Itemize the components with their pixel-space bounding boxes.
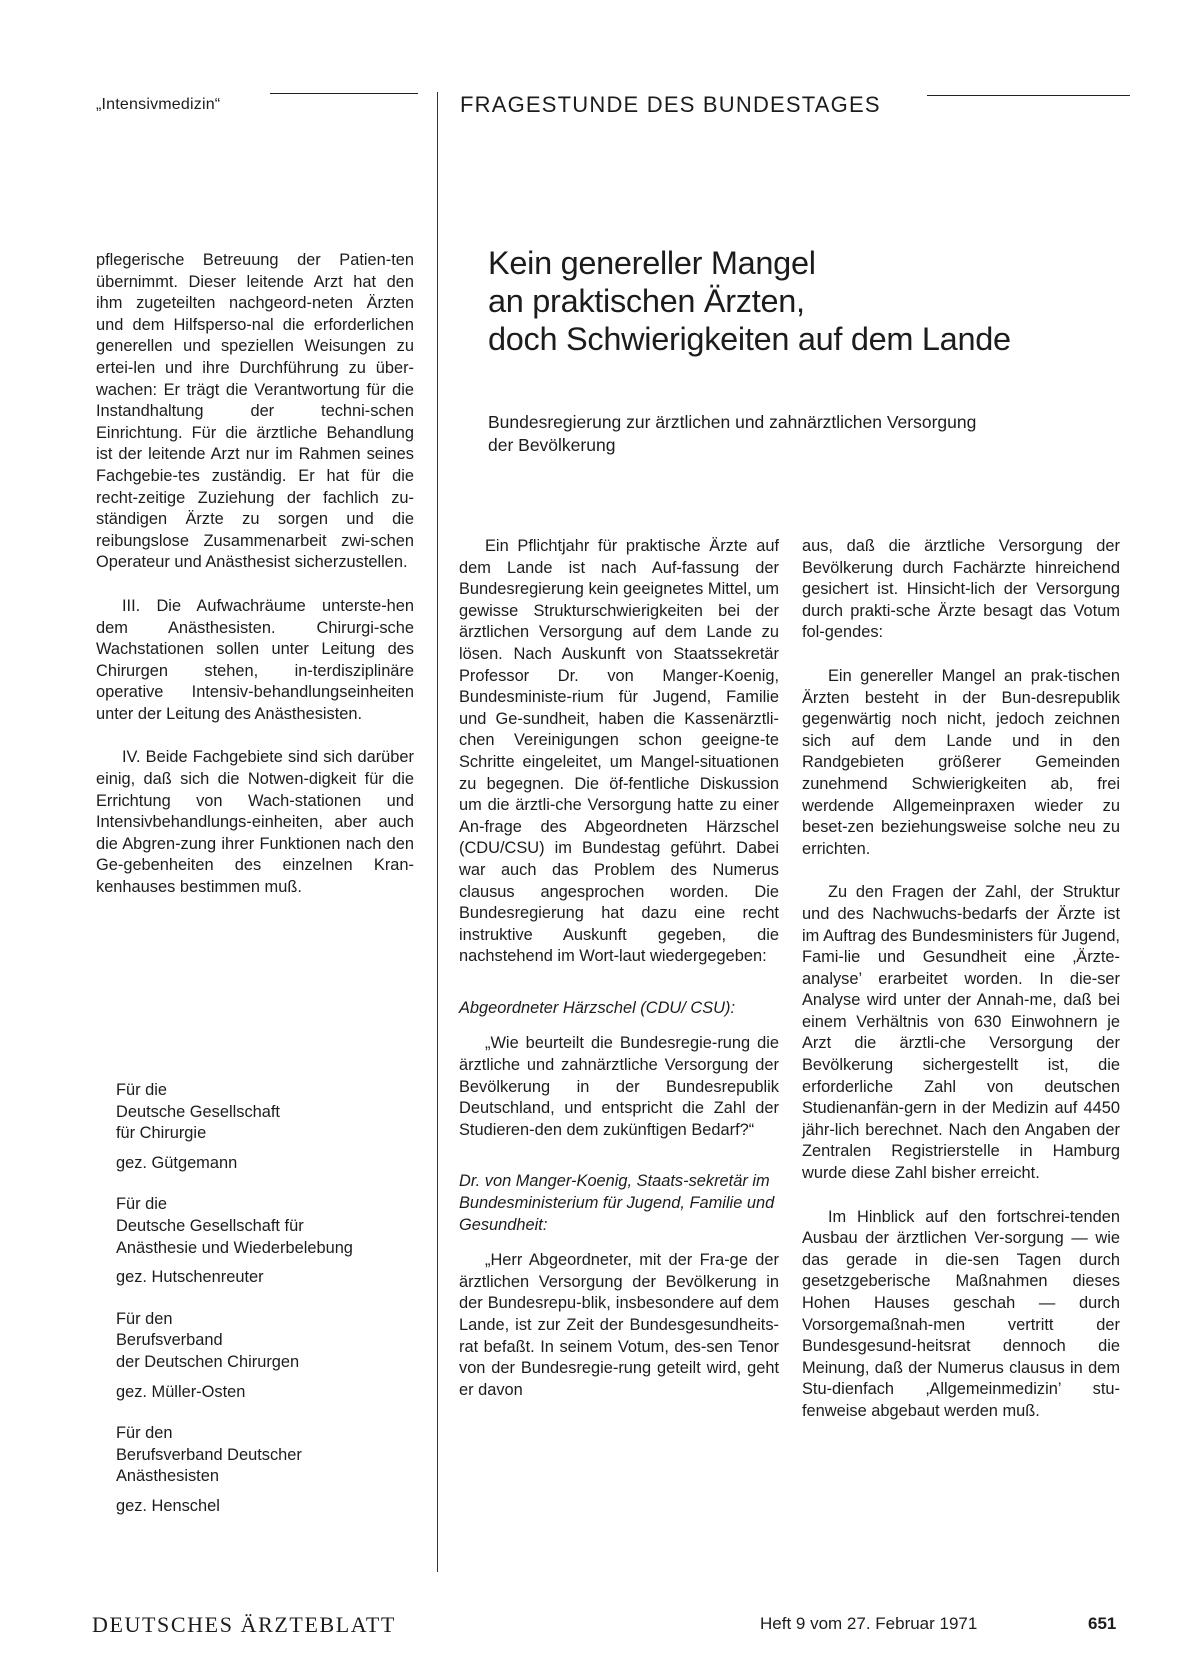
column-divider xyxy=(437,92,438,1572)
page-number: 651 xyxy=(1088,1614,1117,1633)
speaker-label: Abgeordneter Härzschel (CDU/ CSU): xyxy=(459,998,735,1017)
signature-org: Für den Berufsverband Deutscher Anästhesisten xyxy=(116,1424,302,1486)
header-rule-right xyxy=(927,95,1130,96)
left-paragraph-1: pflegerische Betreuung der Patien-ten übernimmt. Dieser leitende Arzt hat den ihm zugeteilten nachgeord-neten Ärzten und dem Hilfsperso-nal die erforderlichen generellen und speziellen Weisungen zu ertei-len und ihre Durchführung zu über-wachen: Er trägt die Verantwortung für die Instandhaltung der techni-schen Einrichtung. Für die ärztliche Behandlung ist der leitende Arzt nur im Rahmen seines Fachgebie-tes zuständig. Er hat für die recht-zeitige Zuziehung der fachlich zu-ständigen Ärzte zu sorgen und die reibungslose Zusammenarbeit zwi-schen Operateur und Anästhesist sicherzustellen. xyxy=(96,251,414,572)
question-quote: „Wie beurteilt die Bundesregie-rung die ärztliche und zahnärztliche Versorgung der Bevölkerung in der Bundesrepublik Deutschland, und entspricht die Zahl der Studieren-den dem zukünftigen Bedarf?“ xyxy=(459,1034,779,1139)
article-paragraph: aus, daß die ärztliche Versorgung der Bevölkerung durch Fachärzte hinreichend gesichert ist. Hinsicht-lich der Versorgung durch prakti-sche Ärzte besagt das Votum fol-gendes: xyxy=(802,537,1120,642)
signature-org: Für die Deutsche Gesellschaft für Anästhesie und Wiederbelebung xyxy=(116,1195,353,1257)
article-paragraph: Ein genereller Mangel an prak-tischen Ärzten besteht in der Bun-desrepublik gegenwärtig noch nicht, jedoch zeichnen sich auf dem Lande und in den Randgebieten größerer Gemeinden zunehmend Schwierigkeiten ab, frei werdende Allgemeinpraxen wieder zu beset-zen beziehungsweise solche neu zu errichten. xyxy=(802,666,1120,858)
signature-group xyxy=(116,1309,426,1403)
section-label-left: „Intensivmedizin“ xyxy=(96,96,221,113)
article-paragraph: Zu den Fragen der Zahl, der Struktur und des Nachwuchs-bedarfs der Ärzte ist im Auftrag des Bundesministers für Jugend, Fami-lie und Gesundheit eine ‚Ärzte-analyse’ erarbeitet worden. In die-ser Analyse wird unter der Annah-me, daß bei einem Verhältnis von 630 Einwohnern je Arzt die ärztli-che Versorgung der Bevölkerung sichergestellt ist, die erforderliche Zahl von deutschen Studienanfän-gern in der Medizin auf 4450 jähr-lich berechnet. Nach den Angaben der Zentralen Registrierstelle in Hamburg wurde diese Zahl bisher erreicht. xyxy=(802,883,1120,1183)
speaker-label: Dr. von Manger-Koenig, Staats-sekretär im Bundesministerium für Jugend, Familie und Gesundheit: xyxy=(459,1172,775,1234)
article-headline: Kein genereller Mangel an praktischen Ärzten, doch Schwierigkeiten auf dem Lande xyxy=(488,245,1011,357)
signature-name: gez. Hutschenreuter xyxy=(116,1268,264,1287)
article-subhead: Bundesregierung zur ärztlichen und zahnärztlichen Versorgung der Bevölkerung xyxy=(488,412,977,455)
signature-name: gez. Müller-Osten xyxy=(116,1382,246,1401)
signature-name: gez. Gütgemann xyxy=(116,1153,238,1172)
journal-title: DEUTSCHES ÄRZTEBLATT xyxy=(92,1612,396,1637)
article-paragraph: Im Hinblick auf den fortschrei-tenden Ausbau der ärztlichen Ver-sorgung — wie das gerade in die-sen Tagen durch gesetzgeberische Maßnahmen dieses Hohen Hauses geschah — durch Vorsorgemaßnah-men vertritt der Bundesgesund-heitsrat dennoch die Meinung, daß der Numerus clausus in dem Stu-dienfach ‚Allgemeinmedizin’ stu-fenweise abgebaut werden muß. xyxy=(802,1207,1120,1420)
header-rule-left xyxy=(270,93,418,94)
signature-org: Für die Deutsche Gesellschaft für Chirurgie xyxy=(116,1081,280,1143)
left-paragraph-2: III. Die Aufwachräume unterste-hen dem Anästhesisten. Chirurgi-sche Wachstationen sollen unter Leitung des Chirurgen stehen, in-terdisziplinäre operative Intensiv-behandlungseinheiten unter der Leitung des Anästhesisten. xyxy=(96,596,414,723)
left-column xyxy=(96,250,414,921)
section-label-right: FRAGESTUNDE DES BUNDESTAGES xyxy=(460,92,881,117)
signature-name: gez. Henschel xyxy=(116,1496,220,1515)
signature-block xyxy=(116,1080,426,1538)
article-paragraph: Ein Pflichtjahr für praktische Ärzte auf dem Lande ist nach Auf-fassung der Bundesregierung kein geeignetes Mittel, um gewisse Strukturschwierigkeiten bei der ärztlichen Versorgung auf dem Lande zu lösen. Nach Auskunft von Staatssekretär Professor Dr. von Manger-Koenig, Bundesministe-rium für Jugend, Familie und Ge-sundheit, haben die Kassenärztli-chen Vereinigungen schon geeigne-te Schritte eingeleitet, um Mangel-situationen zu begegnen. Die öf-fentliche Diskussion um die ärztli-che Versorgung hatte zu einer An-frage des Abgeordneten Härzschel (CDU/CSU) im Bundestag geführt. Dabei war auch das Problem des Numerus clausus angesprochen worden. Die Bundesregierung hat dazu eine recht instruktive Auskunft gegeben, die nachstehend im Wort-laut wiedergegeben: xyxy=(459,537,779,966)
article-column-1 xyxy=(459,536,779,1423)
signature-group xyxy=(116,1423,426,1517)
answer-quote: „Herr Abgeordneter, mit der Fra-ge der ärztlichen Versorgung der Bevölkerung in der Bundesrepu-blik, insbesondere auf dem Lande, ist zur Zeit der Bundesgesundheits-rat befaßt. In seinem Votum, des-sen Tenor von der Bundesregie-rung geteilt wird, geht er davon xyxy=(459,1251,779,1399)
signature-group xyxy=(116,1194,426,1288)
left-paragraph-3: IV. Beide Fachgebiete sind sich darüber einig, daß sich die Notwen-digkeit für die Errichtung von Wach-stationen und Intensivbehandlungs-einheiten, aber auch die Abgren-zung ihrer Funktionen nach den Ge-gebenheiten des einzelnen Kran-kenhauses bestimmen muß. xyxy=(96,748,414,897)
signature-org: Für den Berufsverband der Deutschen Chirurgen xyxy=(116,1309,300,1371)
issue-info: Heft 9 vom 27. Februar 1971 xyxy=(760,1614,978,1633)
article-column-2 xyxy=(802,536,1120,1445)
signature-group xyxy=(116,1080,426,1174)
